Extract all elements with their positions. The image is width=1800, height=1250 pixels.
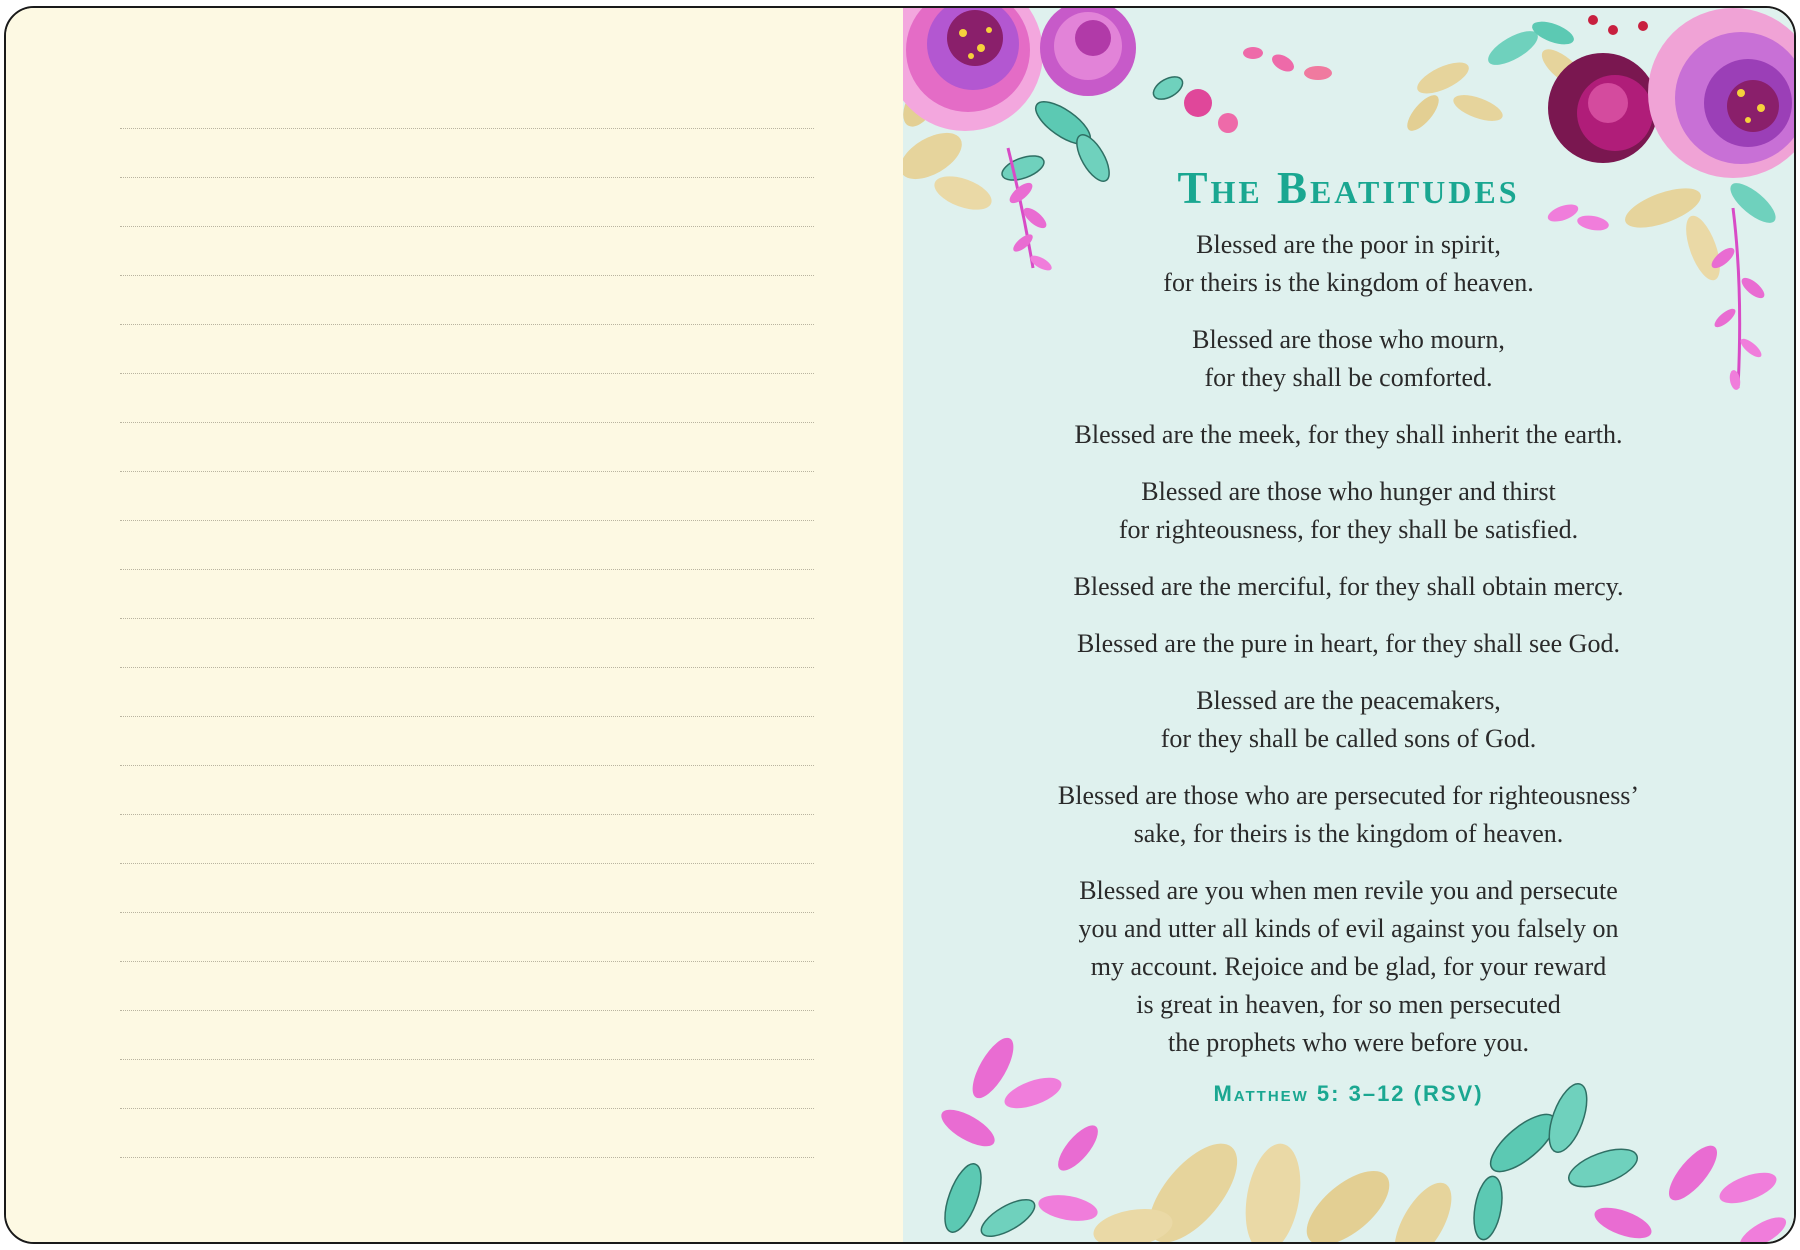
stanza [903, 473, 1794, 549]
ruled-line [120, 863, 814, 864]
ruled-line [120, 1108, 814, 1109]
stanza-line: Blessed are the poor in spirit, [1196, 230, 1501, 259]
ruled-line [120, 814, 814, 815]
stanza-list [903, 226, 1794, 1062]
stanza-line: the prophets who were before you. [1168, 1028, 1529, 1057]
open-book-spread [4, 6, 1796, 1244]
stanza [903, 568, 1794, 606]
page-title: The Beatitudes [1177, 163, 1520, 213]
stanza [903, 872, 1794, 1062]
stanza-line: Blessed are the peacemakers, [1196, 686, 1501, 715]
stanza [903, 321, 1794, 397]
stanza-line: you and utter all kinds of evil against you falsely on [1078, 914, 1619, 943]
stanza-line: for they shall be comforted. [1204, 363, 1493, 392]
stanza-line: Blessed are you when men revile you and persecute [1079, 876, 1618, 905]
stanza-line: for theirs is the kingdom of heaven. [1163, 268, 1534, 297]
left-journal-page [6, 8, 903, 1242]
ruled-line [120, 1010, 814, 1011]
stanza [903, 777, 1794, 853]
stanza-line: sake, for theirs is the kingdom of heaven. [1133, 819, 1564, 848]
ruled-line [120, 177, 814, 178]
stanza-line: Blessed are those who hunger and thirst [1141, 477, 1556, 506]
scripture-reference: Matthew 5: 3–12 (RSV) [1213, 1081, 1484, 1106]
stanza-line: for righteousness, for they shall be satisfied. [1118, 515, 1579, 544]
stanza-line: for they shall be called sons of God. [1160, 724, 1537, 753]
ruled-line [120, 373, 814, 374]
stanza-line: my account. Rejoice and be glad, for your reward [1090, 952, 1607, 981]
ruled-line [120, 324, 814, 325]
ruled-line [120, 716, 814, 717]
right-scripture-page [903, 8, 1794, 1242]
stanza [903, 682, 1794, 758]
stanza-line: Blessed are those who mourn, [1192, 325, 1505, 354]
ruled-line [120, 275, 814, 276]
ruled-line [120, 1157, 814, 1158]
ruled-line [120, 422, 814, 423]
ruled-line [120, 765, 814, 766]
stanza-line: Blessed are those who are persecuted for righteousness’ [1057, 781, 1640, 810]
beatitudes-text [903, 160, 1794, 1107]
ruled-line [120, 569, 814, 570]
stanza [903, 226, 1794, 302]
ruled-line [120, 520, 814, 521]
stanza-line: Blessed are the pure in heart, for they shall see God. [1077, 629, 1620, 658]
ruled-line [120, 471, 814, 472]
stanza-line: Blessed are the merciful, for they shall obtain mercy. [1073, 572, 1624, 601]
ruled-line [120, 618, 814, 619]
ruled-line [120, 961, 814, 962]
ruled-line [120, 1059, 814, 1060]
stanza [903, 416, 1794, 454]
ruled-line [120, 128, 814, 129]
ruled-line [120, 912, 814, 913]
stanza-line: is great in heaven, for so men persecuted [1136, 990, 1561, 1019]
stanza-line: Blessed are the meek, for they shall inherit the earth. [1074, 420, 1623, 449]
ruled-line [120, 226, 814, 227]
stanza [903, 625, 1794, 663]
ruled-line [120, 667, 814, 668]
